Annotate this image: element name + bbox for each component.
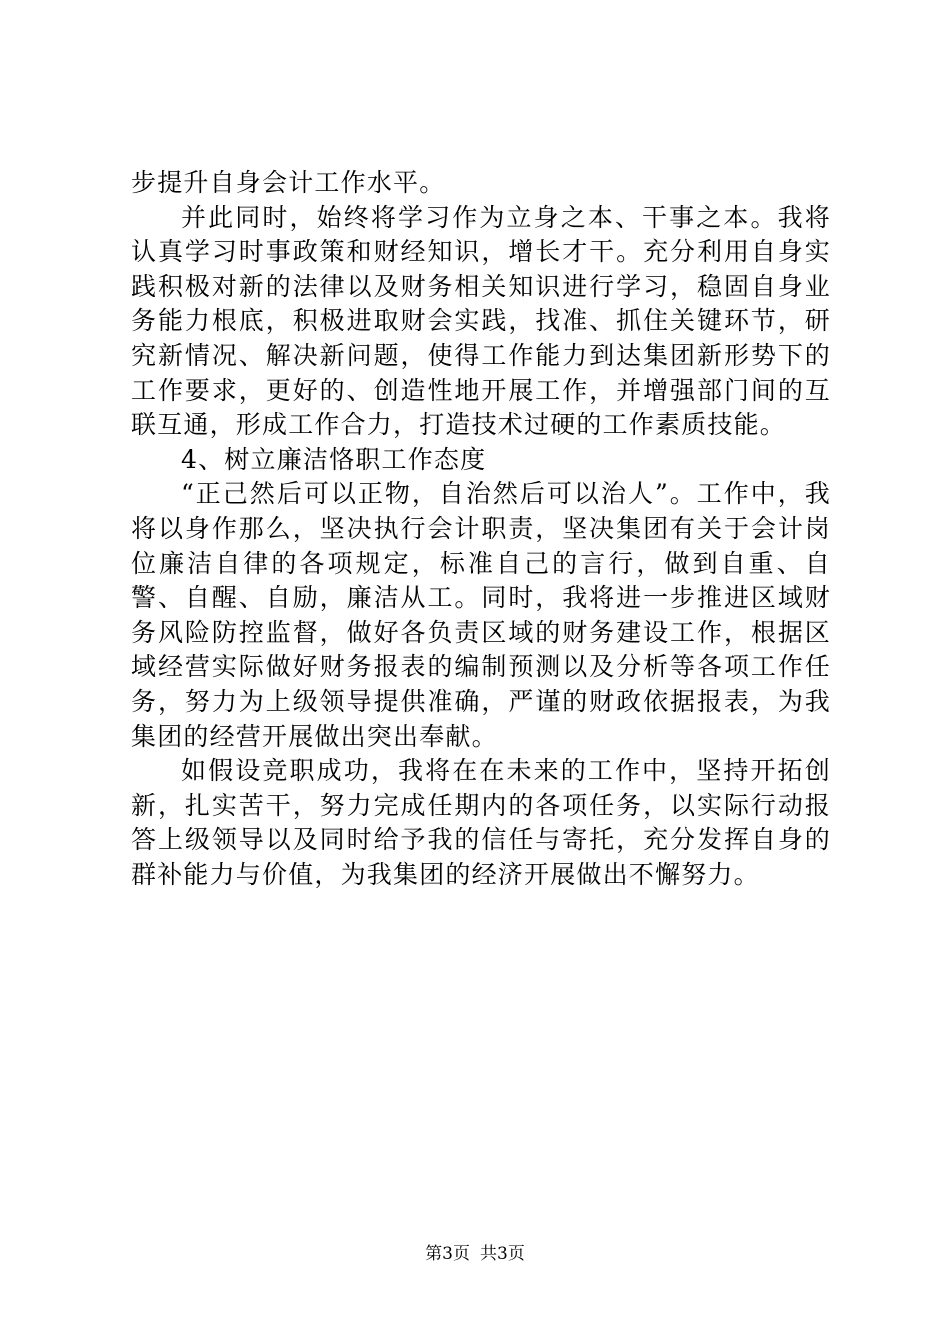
- page-footer: [0, 1243, 950, 1265]
- section-heading: 4、树立廉洁恪职工作态度: [181, 444, 487, 474]
- paragraph-1: 步提升自身会计工作水平。: [131, 168, 446, 197]
- paragraph-3: “正己然后可以正物，自治然后可以治人”。工作中，我将以身作那么，坚决执行会计职责，坚决集团有关于会计岗位廉洁自律的各项规定，标准自己的言行，做到自重、自警、自醒、自励，廉洁从工。同时，我将进一步推进区域财务风险防控监督，做好各负责区域的财务建设工作，根据区域经营实际做好财务报表的编制预测以及分析等各项工作任务，努力为上级领导提供准确，严谨的财政依据报表，为我集团的经营开展做出突出奉献。: [131, 479, 831, 751]
- paragraph-4: 如假设竞职成功，我将在在未来的工作中，坚持开拓创新，扎实苦干，努力完成任期内的各项任务，以实际行动报答上级领导以及同时给予我的信任与寄托，充分发挥自身的群补能力与价值，为我集团的经济开展做出不懈努力。: [131, 756, 831, 889]
- document-body: [131, 166, 831, 892]
- paragraph-2: 并此同时，始终将学习作为立身之本、干事之本。我将认真学习时事政策和财经知识，增长才干。充分利用自身实践积极对新的法律以及财务相关知识进行学习，稳固自身业务能力根底，积极进取财会实践，找准、抓住关键环节，研究新情况、解决新问题，使得工作能力到达集团新形势下的工作要求，更好的、创造性地开展工作，并增强部门间的互联互通，形成工作合力，打造技术过硬的工作素质技能。: [131, 202, 831, 440]
- page-number: 第3页: [425, 1244, 470, 1264]
- page-total: 共3页: [480, 1244, 525, 1264]
